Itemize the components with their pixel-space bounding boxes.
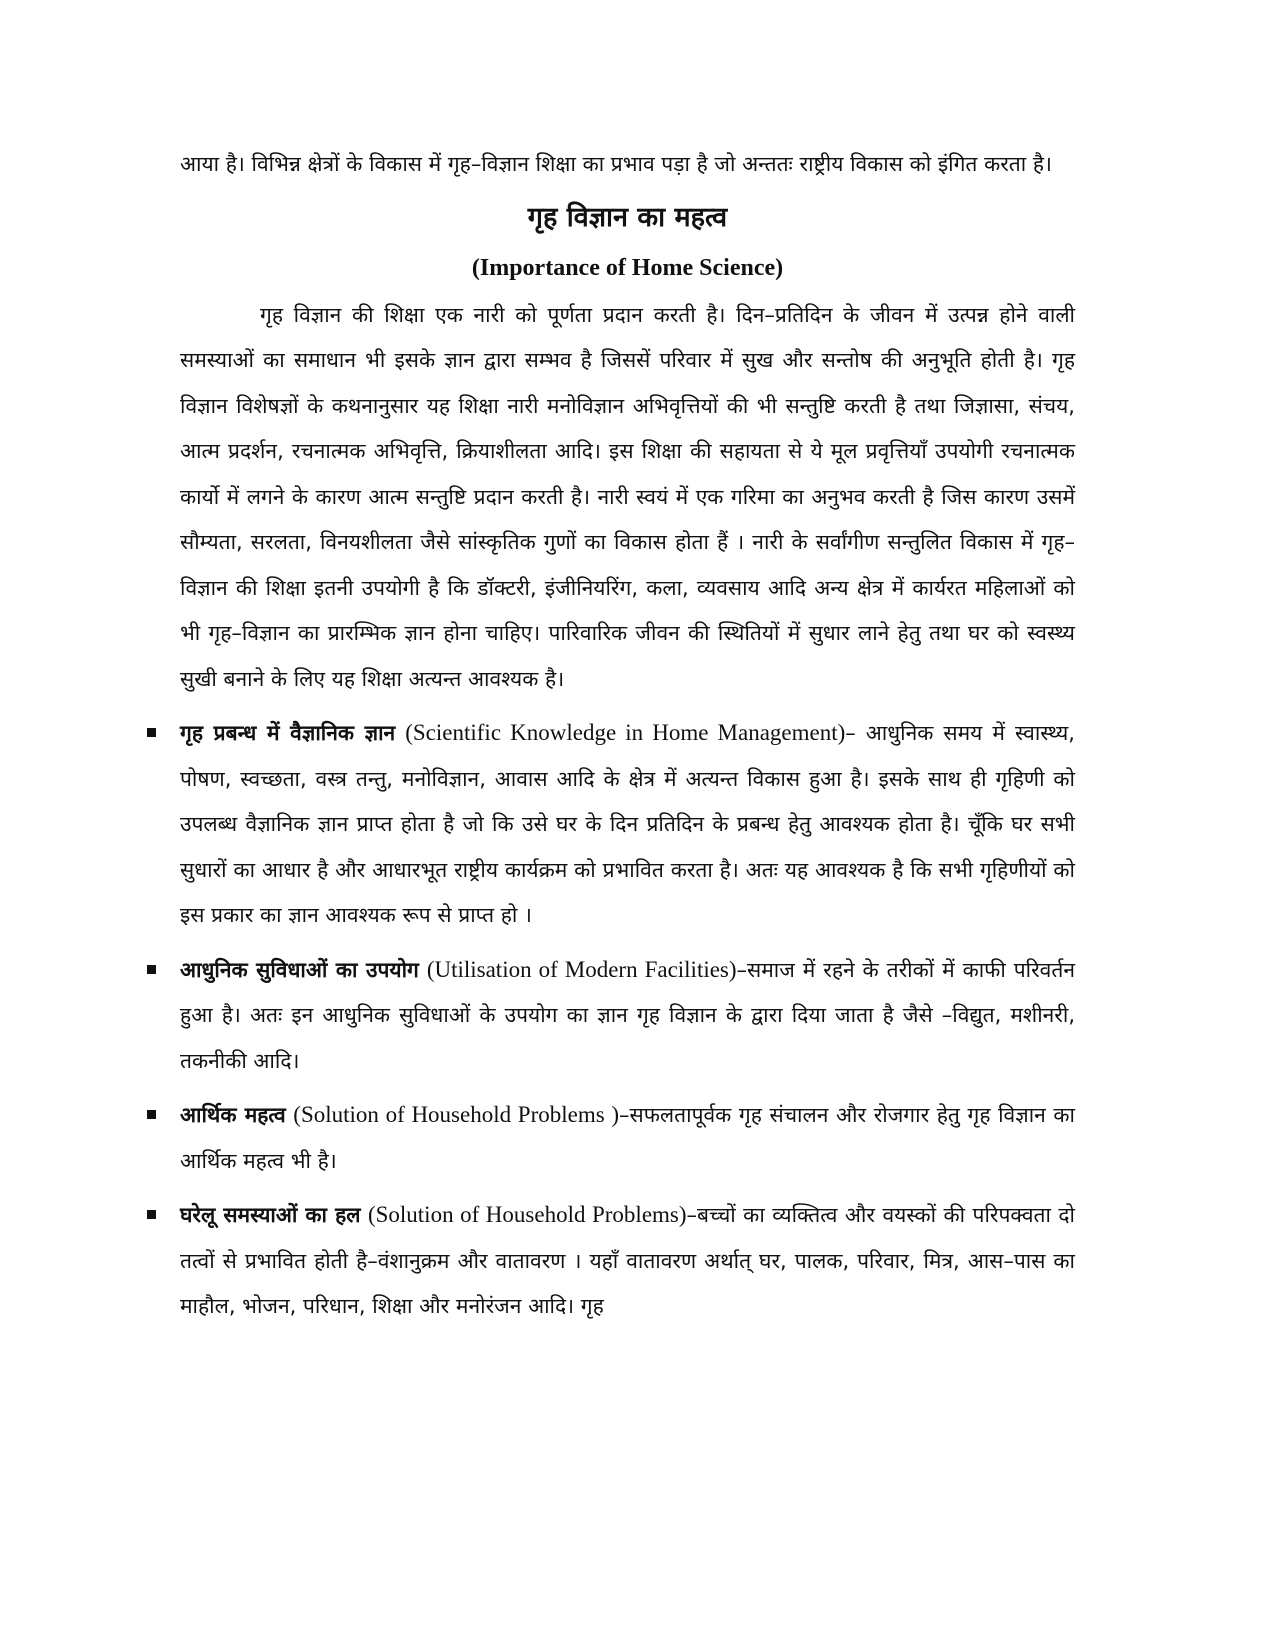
bullet-list — [180, 710, 1075, 1330]
square-bullet-icon — [147, 728, 156, 737]
list-item-text — [180, 947, 1075, 1085]
list-item-term: गृह प्रबन्ध में वैज्ञानिक ज्ञान — [180, 721, 396, 745]
list-item-body: – आधुनिक समय में स्वास्थ्य, पोषण, स्वच्छता, वस्त्र तन्तु, मनोविज्ञान, आवास आदि के क्षेत्र में अत्यन्त विकास हुआ है। इसके साथ ही गृहिणी को उपलब्ध वैज्ञानिक ज्ञान प्राप्त होता है जो कि उसे घर के दिन प्रतिदिन के प्रबन्ध हेतु आवश्यक होता है। चूँकि घर सभी सुधारों का आधार है और आधारभूत राष्ट्रीय कार्यक्रम को प्रभावित करता है। अतः यह आवश्यक है कि सभी गृहिणीयों को इस प्रकार का ज्ञान आवश्यक रूप से प्राप्त हो । — [180, 721, 1075, 927]
body-paragraph: गृह विज्ञान की शिक्षा एक नारी को पूर्णता प्रदान करती है। दिन–प्रतिदिन के जीवन में उत्पन्न होने वाली समस्याओं का समाधान भी इसके ज्ञान द्वारा सम्भव है जिससें परिवार में सुख और सन्तोष की अनुभूति होती है। गृह विज्ञान विशेषज्ञों के कथनानुसार यह शिक्षा नारी मनोविज्ञान अभिवृत्तियों की भी सन्तुष्टि करती है तथा जिज्ञासा, संचय, आत्म प्रदर्शन, रचनात्मक अभिवृत्ति, क्रियाशीलता आदि। इस शिक्षा की सहायता से ये मूल प्रवृत्तियाँ उपयोगी रचनात्मक कार्यो में लगने के कारण आत्म सन्तुष्टि प्रदान करती है। नारी स्वयं में एक गरिमा का अनुभव करती है जिस कारण उसमें सौम्यता, सरलता, विनयशीलता जैसे सांस्कृतिक गुणों का विकास होता हैं । नारी के सर्वांगीण सन्तुलित विकास में गृह–विज्ञान की शिक्षा इतनी उपयोगी है कि डॉक्टरी, इंजीनियरिंग, कला, व्यवसाय आदि अन्य क्षेत्र में कार्यरत महिलाओं को भी गृह–विज्ञान का प्रारम्भिक ज्ञान होना चाहिए। पारिवारिक जीवन की स्थितियों में सुधार लाने हेतु तथा घर को स्वस्थ्य सुखी बनाने के लिए यह शिक्षा अत्यन्त आवश्यक है। — [180, 302, 1075, 691]
square-bullet-icon — [147, 1110, 156, 1119]
list-item-body: –सफलतापूर्वक गृह संचालन और रोजगार हेतु गृह विज्ञान का आर्थिक महत्व भी है। — [180, 1103, 1075, 1173]
list-item-text — [180, 710, 1075, 939]
list-item-text — [180, 1192, 1075, 1330]
section-subheading: (Importance of Home Science) — [471, 254, 784, 281]
list-item — [180, 1192, 1075, 1330]
section-heading: गृह विज्ञान का महत्व — [527, 201, 728, 233]
list-item — [180, 1092, 1075, 1184]
list-item-english: (Utilisation of Modern Facilities) — [426, 956, 737, 982]
list-item — [180, 710, 1075, 939]
square-bullet-icon — [147, 965, 156, 974]
list-item-term: घरेलू समस्याओं का हल — [180, 1203, 361, 1227]
intro-paragraph: आया है। विभिन्न क्षेत्रों के विकास में गृह–विज्ञान शिक्षा का प्रभाव पड़ा है जो अन्ततः राष्ट्रीय विकास को इंगित करता है। — [180, 152, 1052, 176]
list-item-body: –समाज में रहने के तरीकों में काफी परिवर्तन हुआ है। अतः इन आधुनिक सुविधाओं के उपयोग का ज्ञान गृह विज्ञान के द्वारा दिया जाता है जैसे –विद्युत, मशीनरी, तकनीकी आदि। — [180, 957, 1075, 1073]
list-item-term: आधुनिक सुविधाओं का उपयोग — [180, 957, 419, 982]
list-item — [180, 947, 1075, 1085]
list-item-english: (Solution of Household Problems ) — [293, 1102, 620, 1127]
list-item-body: –बच्चों का व्यक्तित्व और वयस्कों की परिपक्वता दो तत्वों से प्रभावित होती है–वंशानुक्रम और वातावरण । यहाँ वातावरण अर्थात् घर, पालक, परिवार, मित्र, आस–पास का माहौल, भोजन, परिधान, शिक्षा और मनोरंजन आदि। गृह — [180, 1203, 1075, 1318]
square-bullet-icon — [147, 1210, 156, 1219]
list-item-english: (Solution of Household Problems) — [367, 1202, 687, 1227]
list-item-text — [180, 1092, 1075, 1184]
list-item-term: आर्थिक महत्व — [180, 1103, 286, 1127]
list-item-english: (Scientific Knowledge in Home Management) — [405, 720, 846, 745]
